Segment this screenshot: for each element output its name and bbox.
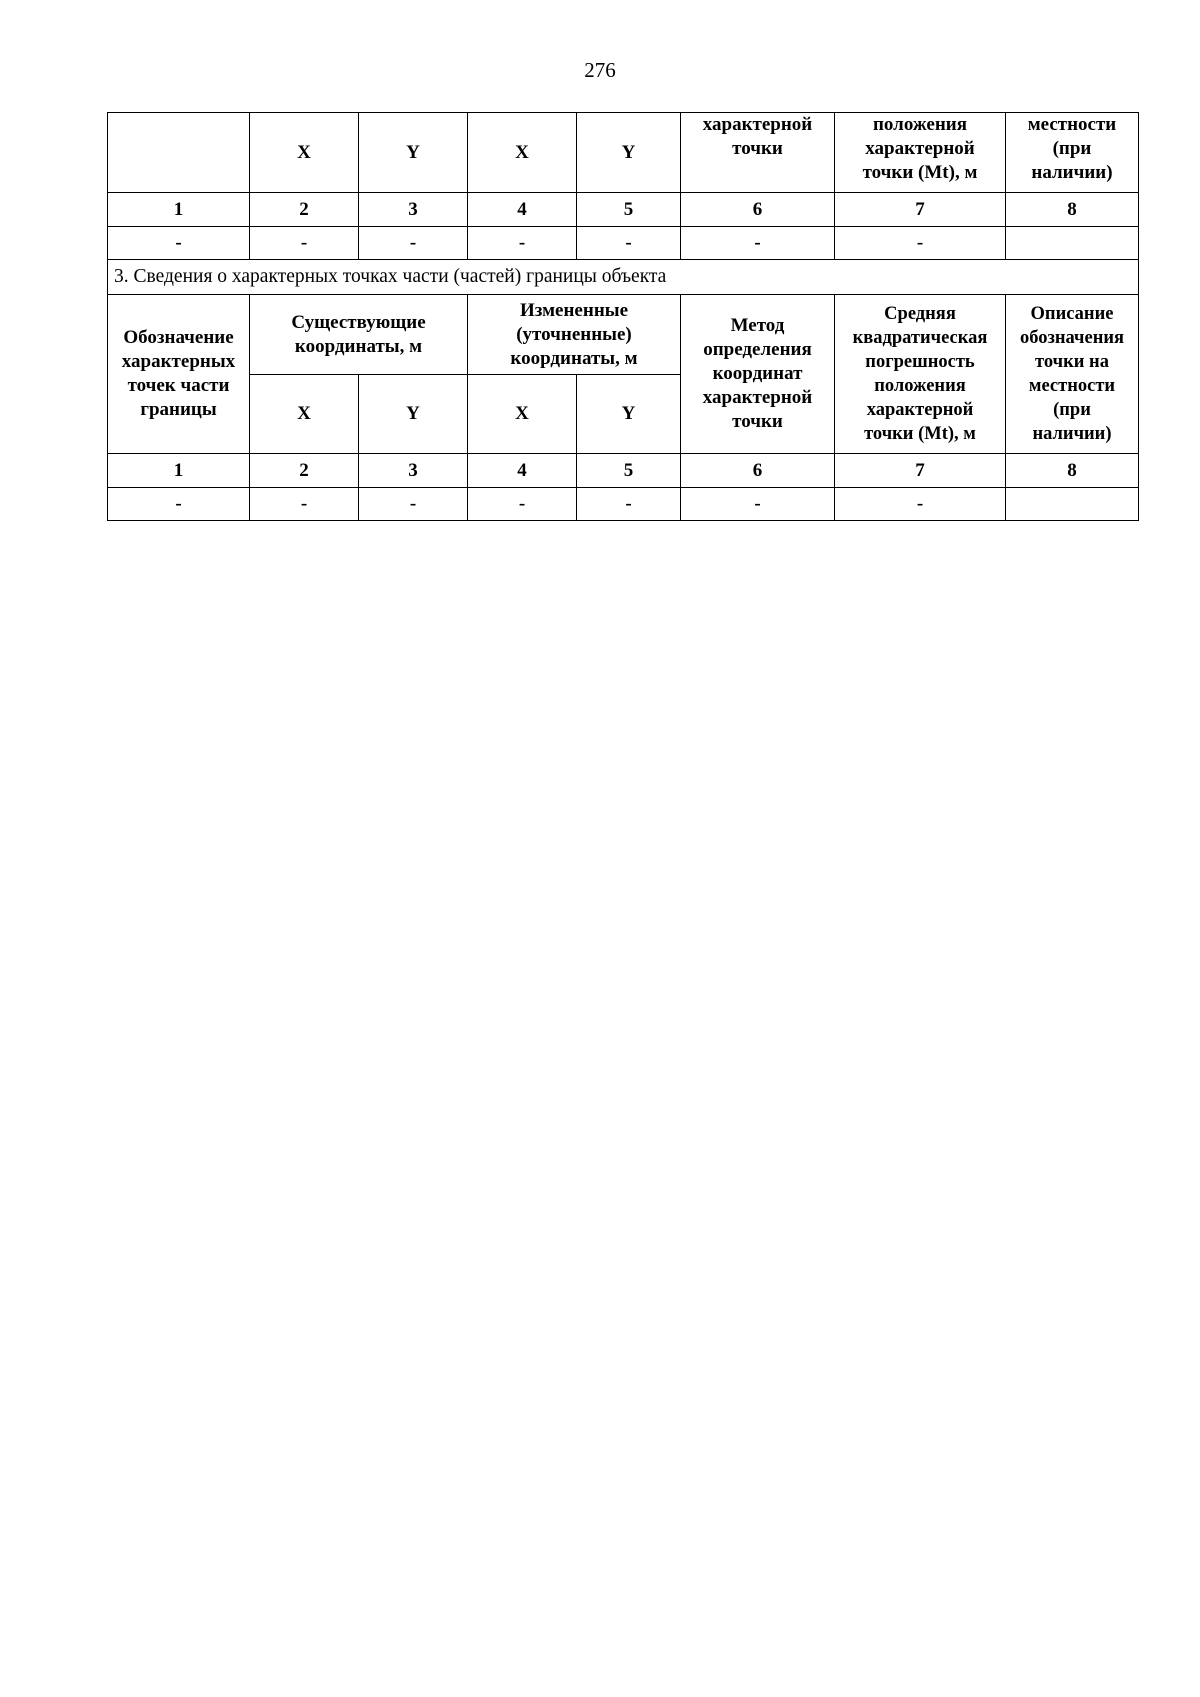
section3-header-row [108,295,1139,375]
table-cell: - [577,227,681,260]
column-number: 4 [468,193,577,227]
header-cell-y: Y [359,113,468,193]
column-number: 4 [468,454,577,488]
column-number: 3 [359,193,468,227]
table-cell: - [250,488,359,521]
table-cell [1006,227,1139,260]
column-number: 3 [359,454,468,488]
column-number-row [108,454,1139,488]
header-cell-rms-error: положения характерной точки (Mt), м [835,113,1006,193]
header-changed-coords: Измененные (уточненные) координаты, м [468,295,681,375]
column-number: 7 [835,193,1006,227]
header-x: X [250,375,359,454]
header-rms-error: Средняя квадратическая погрешность положения характерной точки (Mt), м [835,295,1006,454]
table-cell: - [835,488,1006,521]
table-cell: - [468,488,577,521]
header-y: Y [577,375,681,454]
table-cell: - [108,227,250,260]
column-number: 6 [681,454,835,488]
header-point-designation: Обозначение характерных точек части границы [108,295,250,454]
header-cell-x: X [468,113,577,193]
table-cell: - [468,227,577,260]
page-number: 276 [584,58,616,82]
column-number: 2 [250,454,359,488]
column-number: 1 [108,454,250,488]
section-title: 3. Сведения о характерных точках части (частей) границы объекта [108,260,1139,295]
table-cell: - [681,227,835,260]
table-cell [1006,488,1139,521]
table-cell: - [835,227,1006,260]
header-existing-coords: Существующие координаты, м [250,295,468,375]
header-description: Описание обозначения точки на местности (при наличии) [1006,295,1139,454]
column-number: 7 [835,454,1006,488]
table-cell: - [681,488,835,521]
column-number: 1 [108,193,250,227]
header-cell [108,113,250,193]
column-number: 5 [577,454,681,488]
continued-header-row [108,113,1139,193]
header-cell-y: Y [577,113,681,193]
table-cell: - [250,227,359,260]
table-cell: - [577,488,681,521]
section-title-row [108,260,1139,295]
column-number: 6 [681,193,835,227]
header-method: Метод определения координат характерной точки [681,295,835,454]
column-number: 5 [577,193,681,227]
table-cell: - [359,227,468,260]
coordinates-table [107,112,1139,521]
column-number: 8 [1006,193,1139,227]
column-number: 8 [1006,454,1139,488]
table-cell: - [108,488,250,521]
table-row [108,227,1139,260]
header-y: Y [359,375,468,454]
header-cell-x: X [250,113,359,193]
header-cell-method: характерной точки [681,113,835,193]
header-x: X [468,375,577,454]
table-row [108,488,1139,521]
column-number: 2 [250,193,359,227]
table-cell: - [359,488,468,521]
column-number-row [108,193,1139,227]
header-cell-description: местности (при наличии) [1006,113,1139,193]
